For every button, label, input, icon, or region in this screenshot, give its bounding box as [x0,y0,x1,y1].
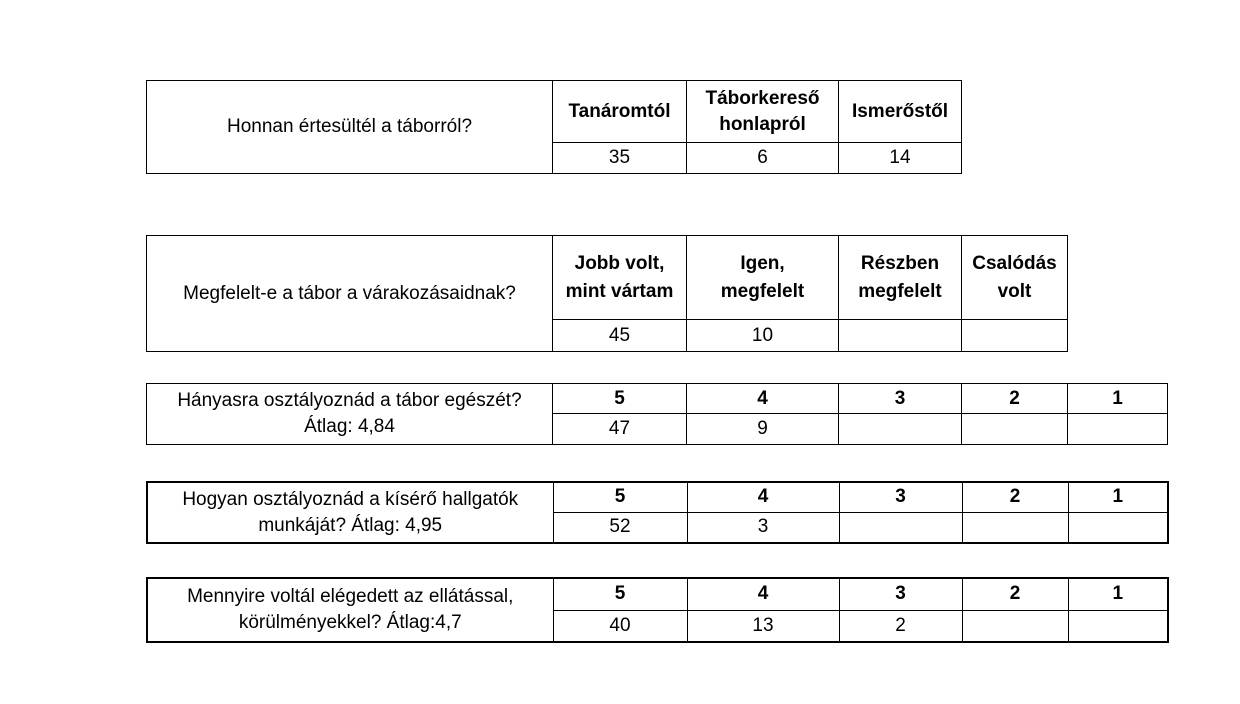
header-cell: Igen, megfelelt [687,236,839,320]
question-text: Megfelelt-e a tábor a várakozásaidnak? [183,282,516,304]
header-cell: 1 [1068,384,1168,414]
value-cell: 13 [687,610,839,642]
value-cell [839,320,962,352]
header-cell: 4 [687,578,839,610]
header-cell: Jobb volt, mint vártam [553,236,687,320]
header-cell: Ismerőstől [839,81,962,143]
header-cell: Táborkereső honlapról [687,81,839,143]
header-cell: 1 [1068,578,1168,610]
value-cell: 40 [553,610,687,642]
value-cell: 10 [687,320,839,352]
average-line: munkáját? Átlag: 4,95 [258,514,443,536]
header-cell: Részben megfelelt [839,236,962,320]
question-cell [147,236,553,352]
value-cell: 6 [687,143,839,174]
expectation-table [146,235,1068,352]
question-line: Hogyan osztályoznád a kísérő hallgatók [182,488,519,510]
average-line: körülményekkel? Átlag:4,7 [238,612,462,633]
header-cell: 5 [553,384,687,414]
value-cell: 2 [839,610,962,642]
header-cell: 3 [839,384,962,414]
source-table [146,80,962,174]
value-cell: 47 [553,414,687,445]
header-cell: 4 [687,482,839,512]
value-cell: 14 [839,143,962,174]
value-cell [962,414,1068,445]
value-cell: 3 [687,512,839,543]
header-cell: Csalódás volt [962,236,1068,320]
value-cell: 45 [553,320,687,352]
value-cell [839,512,962,543]
facilities-rating-table [146,577,1169,643]
question-cell [147,482,553,543]
header-cell: 5 [553,578,687,610]
header-cell: 2 [962,578,1068,610]
overall-rating-table [146,383,1168,445]
question-cell [147,81,553,174]
question-line: Mennyire voltál elégedett az ellátással, [187,586,514,607]
header-cell: 1 [1068,482,1168,512]
value-cell: 35 [553,143,687,174]
question-cell [147,384,553,445]
header-cell: 2 [962,482,1068,512]
value-cell: 52 [553,512,687,543]
value-cell [1068,610,1168,642]
header-cell: 4 [687,384,839,414]
header-cell: 5 [553,482,687,512]
question-line: Hányasra osztályoznád a tábor egészét? [177,390,522,411]
value-cell [839,414,962,445]
value-cell [962,610,1068,642]
header-cell: 3 [839,482,962,512]
header-cell: Tanáromtól [553,81,687,143]
question-cell [147,578,553,642]
value-cell [962,320,1068,352]
value-cell [962,512,1068,543]
value-cell: 9 [687,414,839,445]
header-cell: 3 [839,578,962,610]
staff-rating-table [146,481,1169,544]
value-cell [1068,414,1168,445]
average-line: Átlag: 4,84 [304,416,395,437]
value-cell [1068,512,1168,543]
header-cell: 2 [962,384,1068,414]
question-text: Honnan értesültél a táborról? [226,116,473,137]
